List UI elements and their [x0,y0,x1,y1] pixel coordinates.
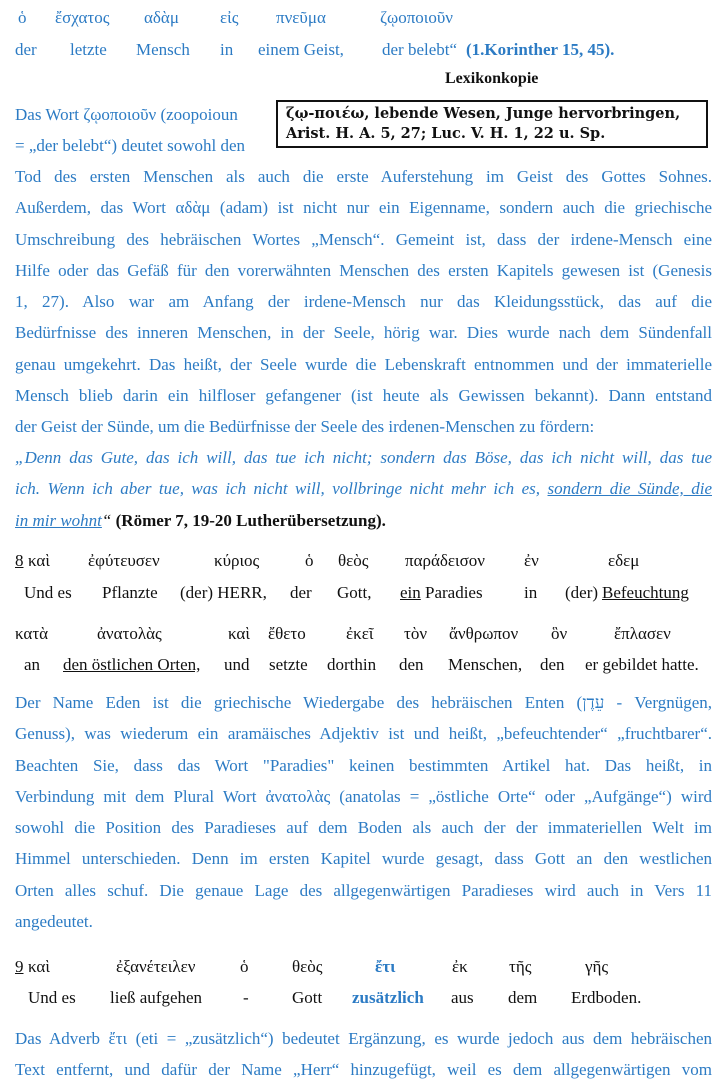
german-word: ließ aufgehen [110,988,203,1007]
german-word: Befeuchtung [602,583,689,602]
lexikon-label: Lexikonkopie [445,70,539,87]
greek-word: ἐφύτευσεν [88,551,160,570]
greek-word: πνεῦμα [276,8,326,27]
bible-reference: (Römer 7, 19-20 Lutherübersetzung). [111,510,386,530]
greek-word: ὁ [305,551,314,570]
german-word: setzte [269,655,308,674]
german-word: (der) [565,583,599,602]
verse-8-german-row-2 [0,655,721,679]
greek-word: καὶ [28,551,50,570]
greek-word: ἐξανέτειλεν [116,957,196,976]
greek-word: ἔσχατος [55,8,110,27]
para-line: Mensch blieb darin ein hilfloser gefangener (ist heute als Gewissen bekannt). Dann entstand [15,386,712,406]
greek-word: γῆς [585,957,609,976]
greek-word: θεὸς [338,551,369,570]
german-word: zusätzlich [352,988,424,1007]
german-word: und [224,655,250,674]
para-line: Hilfe oder das Gefäß für den vorerwähnten Menschen des ersten Kapitels gewesen ist (Genesis [15,260,712,280]
greek-word: ὁ [18,8,27,27]
para-line: Beachten Sie, dass das Wort "Paradies" keinen bestimmten Artikel hat. Das heißt, in [15,755,712,775]
lexikon-line-2: Arist. H. A. 5, 27; Luc. V. H. 1, 22 u. Sp. [286,125,606,142]
para-line: Text entfernt, und dafür der Name „Herr“ hinzugefügt, weil es dem allgegenwärtigen vom [15,1060,712,1080]
para-line: Außerdem, das Wort αδὰμ (adam) ist nicht nur ein Eigenname, sondern auch die griechische [15,198,712,218]
quote-text: ich. Wenn ich aber tue, was ich nicht will, vollbringe nicht mehr ich es, [15,479,548,499]
greek-word: αδὰμ [144,8,179,27]
german-word: aus [451,988,474,1007]
para-line: Verbindung mit dem Plural Wort ἀνατολὰς (anatolas = „östliche Orte“ oder „Aufgänge“) wird [15,786,712,806]
german-word: Mensch [136,40,190,59]
german-word: der [15,40,37,59]
german-word: den [399,655,424,674]
german-word: Gott, [337,583,372,602]
verse-9-greek-row [0,957,721,981]
german-word: einem Geist, [258,40,344,59]
roemer-quote [15,442,712,536]
para-line: Genuss), was wiederum ein aramäisches Adjektiv ist und heißt, „befeuchtender“ „fruchtbarer“. [15,724,712,744]
german-word: ein [400,583,421,602]
lexikon-line-1: ζῳ-ποιέω, lebende Wesen, Junge hervorbringen, [286,105,681,122]
greek-word: καὶ [28,957,50,976]
para-line: Himmel unterschieden. Denn im ersten Kapitel wurde gesagt, dass Gott an den westlichen [15,849,712,869]
german-word: in [524,583,538,602]
german-word: letzte [70,40,107,59]
para-line: Der Name Eden ist die griechische Wiedergabe des hebräischen Enten (עֵדֶן - Vergnügen, [15,693,712,712]
greek-word: παράδεισον [405,551,485,570]
interlinear-german-row-1 [0,40,721,64]
german-word: Menschen, [448,655,523,674]
para-line: Orten alles schuf. Die genaue Lage des allgegenwärtigen Paradieses wird auch in Vers 11 [15,880,712,900]
german-word: an [24,655,41,674]
greek-word: θεὸς [292,957,323,976]
para-line: Tod des ersten Menschen als auch die erste Auferstehung im Geist des Gottes Sohnes. [15,167,712,186]
paragraph-2 [15,687,712,937]
greek-word: ἐκεῖ [346,624,374,643]
quote-line-3 [15,505,712,536]
german-word: den [540,655,565,674]
german-word: Gott [292,988,323,1007]
para-line: Das Wort ζῳοποιοῦν (zoopoioun [15,105,238,124]
paragraph-1 [15,161,712,443]
greek-word: ἀνατολὰς [97,624,162,643]
german-word: (der) HERR, [180,583,267,602]
greek-word: ἔθετο [268,624,306,643]
german-word: den östlichen Orten, [63,655,201,674]
greek-word: εἰς [220,8,239,27]
greek-word: ἄνθρωπον [449,624,519,643]
greek-word: ἐκ [452,957,468,976]
paragraph-1-intro [15,99,277,162]
greek-word: κύριος [214,551,260,570]
greek-word: κατὰ [15,624,49,643]
verse-number: 8 [15,551,24,570]
quote-line-2 [15,473,712,504]
para-line: Das Adverb ἔτι (eti = „zusätzlich“) bedeutet Ergänzung, es wurde jedoch aus dem hebräischen [15,1029,712,1048]
greek-word: ἐν [524,551,539,570]
greek-word: ζῳοποιοῦν [380,8,453,27]
verse-8-greek-row-2 [0,624,721,648]
quote-underlined: sondern die Sünde, die [547,479,712,499]
greek-word: ἔπλασεν [614,624,671,643]
para-line: genau umgekehrt. Das heißt, der Seele wurde die Lebenskraft entnommen und der immaterielle [15,354,712,374]
german-word: Und es [28,988,76,1007]
german-word: Erdboden. [571,988,642,1007]
interlinear-greek-row-1 [0,8,721,32]
para-line: Bedürfnisse des inneren Menschen, in der Seele, hörig war. Dies wurde nach dem Sündenfall [15,323,712,343]
german-word: der [290,583,312,602]
greek-word: ἔτι [375,957,396,976]
greek-word: ὃν [551,624,568,643]
verse-9-german-row [0,988,721,1012]
lexikon-copy-box [276,100,708,148]
para-line: 1, 27). Also war am Anfang der irdene-Mensch nur das Kleidungsstück, das auf die [15,292,712,312]
bible-reference: (1.Korinther 15, 45). [466,40,615,59]
german-word: dorthin [327,655,377,674]
quote-underlined: in mir wohnt [15,510,102,530]
para-line: der Geist der Sünde, um die Bedürfnisse der Seele des irdenen-Menschen zu fördern: [15,417,595,437]
quote-line-1: „Denn das Gute, das ich will, das tue ich nicht; sondern das Böse, das ich nicht will, das tue [15,448,712,467]
german-word: in [220,40,234,59]
german-word: Paradies [425,583,483,602]
verse-8-greek-row-1 [0,551,721,575]
german-word: er gebildet hatte. [585,655,699,674]
quote-close: “ [101,510,112,530]
para-line: = „der belebt“) deutet sowohl den [15,136,246,156]
para-line: angedeutet. [15,912,93,932]
para-line: Umschreibung des hebräischen Wortes „Mensch“. Gemeint ist, dass der irdene-Mensch eine [15,229,712,249]
greek-word: καὶ [228,624,250,643]
paragraph-3 [15,1023,712,1086]
greek-word: εδεμ [608,551,640,570]
greek-word: τῆς [509,957,532,976]
verse-number: 9 [15,957,24,976]
german-word: dem [508,988,538,1007]
verse-8-german-row-1 [0,583,721,607]
greek-word: ὁ [240,957,249,976]
german-word: Und es [24,583,72,602]
german-word: der belebt“ [382,40,458,59]
german-word: - [243,988,249,1007]
para-line: sowohl die Position des Paradieses auf dem Boden als auch der der immateriellen Welt im [15,818,712,838]
greek-word: τὸν [404,624,428,643]
german-word: Pflanzte [102,583,158,602]
